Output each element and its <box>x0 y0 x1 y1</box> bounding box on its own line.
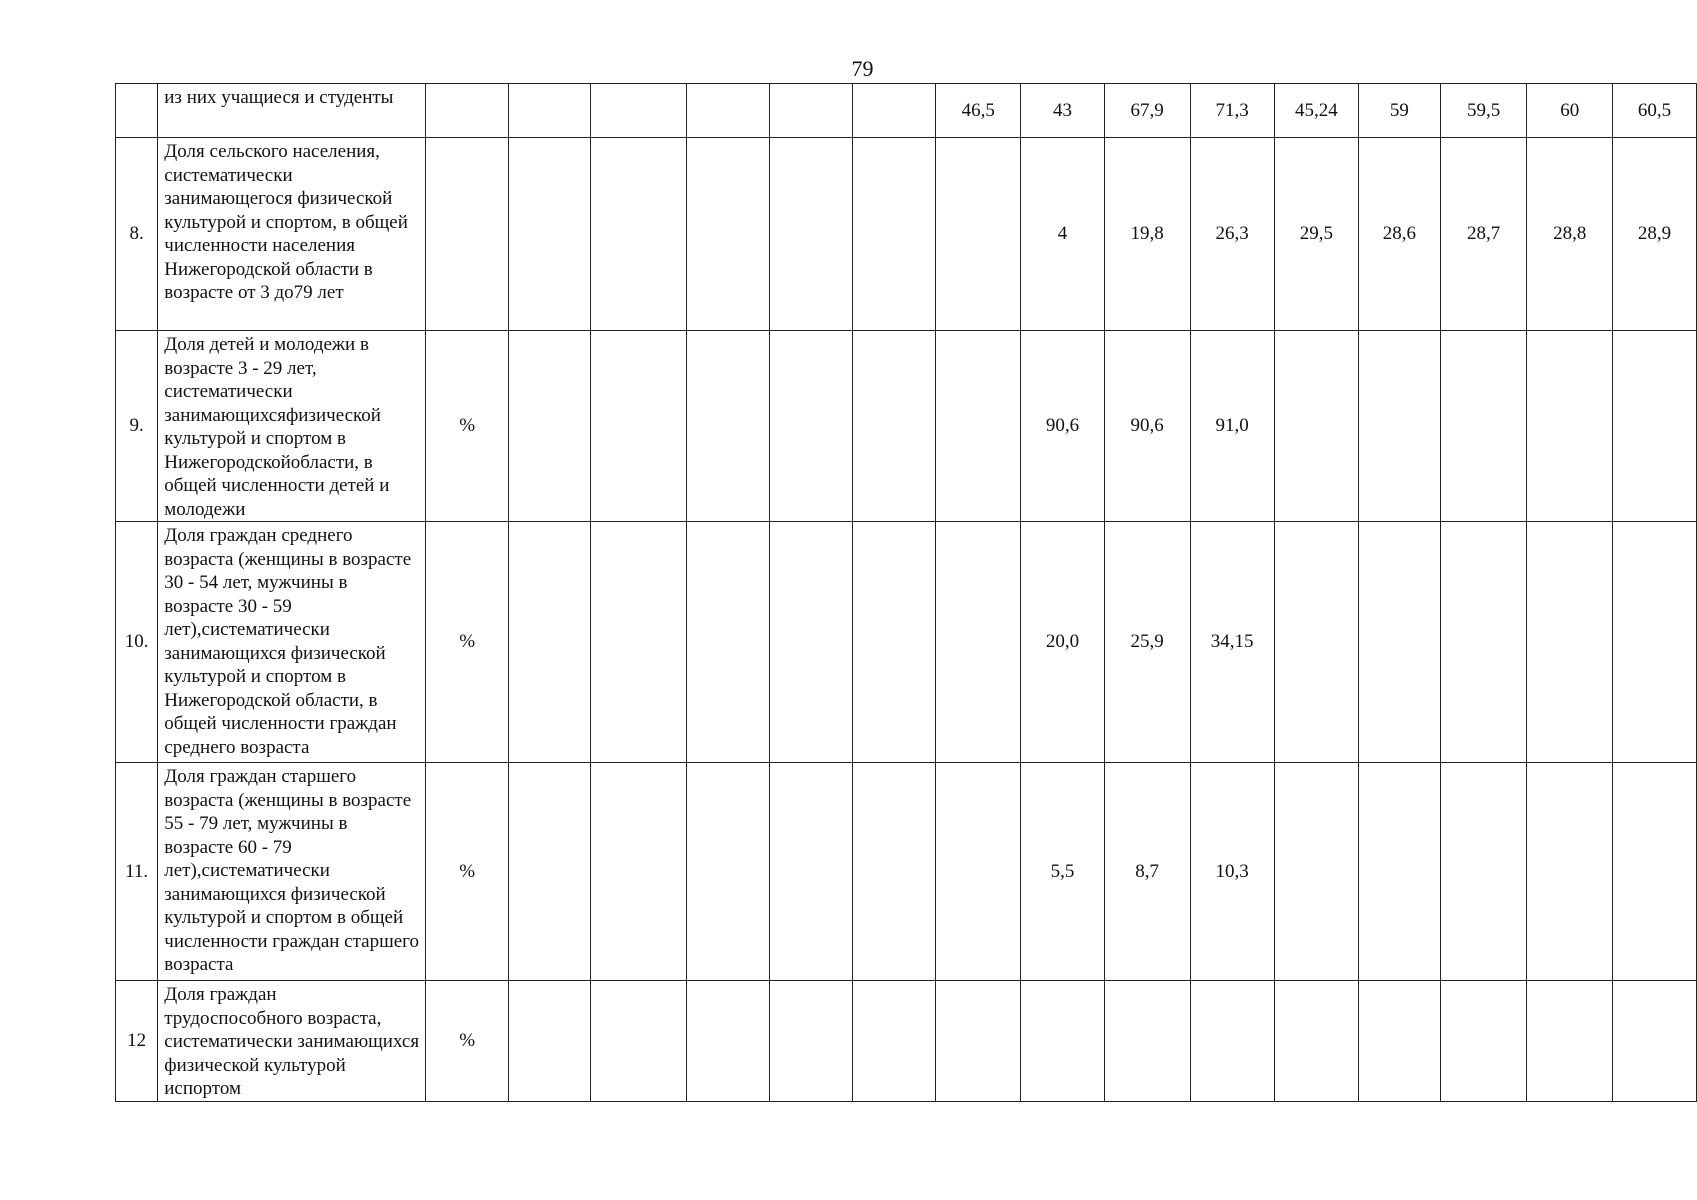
value-cell: 34,15 <box>1190 522 1274 763</box>
value-cell: 90,6 <box>1104 331 1190 522</box>
indicator-name-cell: Доля детей и молодежи в возрасте 3 - 29 лет, систематически занимающихсяфизической культурой и спортом в Нижегородскойобласти, в общей численности детей и молодежи <box>158 331 426 522</box>
value-cell <box>1274 763 1358 981</box>
indicators-table <box>115 83 1697 1102</box>
value-cell <box>1613 331 1697 522</box>
table-row <box>116 331 1697 522</box>
value-cell: 20,0 <box>1021 522 1105 763</box>
value-cell <box>1358 981 1440 1102</box>
value-cell <box>687 138 770 331</box>
value-cell <box>1527 763 1613 981</box>
row-number-cell: 10. <box>116 522 158 763</box>
value-cell <box>770 522 853 763</box>
value-cell: 5,5 <box>1021 763 1105 981</box>
indicator-name-cell: Доля сельского населения, систематически занимающегося физической культурой и спортом, в общей численности населения Нижегородской области в возрасте от 3 до79 лет <box>158 138 426 331</box>
value-cell <box>1527 331 1613 522</box>
value-cell <box>509 331 591 522</box>
value-cell <box>509 763 591 981</box>
value-cell: 67,9 <box>1104 84 1190 138</box>
value-cell <box>936 522 1021 763</box>
value-cell <box>591 138 687 331</box>
value-cell <box>936 981 1021 1102</box>
value-cell <box>1021 981 1105 1102</box>
value-cell <box>936 331 1021 522</box>
value-cell <box>1440 763 1527 981</box>
value-cell <box>591 84 687 138</box>
value-cell <box>1613 522 1697 763</box>
value-cell <box>1527 981 1613 1102</box>
value-cell <box>687 981 770 1102</box>
value-cell <box>853 84 936 138</box>
value-cell: 29,5 <box>1274 138 1358 331</box>
value-cell: 59,5 <box>1440 84 1527 138</box>
table-row <box>116 522 1697 763</box>
value-cell: 4 <box>1021 138 1105 331</box>
value-cell <box>509 981 591 1102</box>
value-cell: 59 <box>1358 84 1440 138</box>
value-cell: 46,5 <box>936 84 1021 138</box>
value-cell <box>770 981 853 1102</box>
value-cell: 28,8 <box>1527 138 1613 331</box>
indicator-name-cell: Доля граждан трудоспособного возраста, систематически занимающихся физической культурой испортом <box>158 981 426 1102</box>
table-row <box>116 763 1697 981</box>
value-cell <box>509 84 591 138</box>
value-cell: 90,6 <box>1021 331 1105 522</box>
unit-cell: % <box>426 981 509 1102</box>
value-cell <box>936 138 1021 331</box>
value-cell: 60,5 <box>1613 84 1697 138</box>
value-cell: 71,3 <box>1190 84 1274 138</box>
unit-cell: % <box>426 331 509 522</box>
value-cell <box>509 138 591 331</box>
value-cell <box>853 331 936 522</box>
value-cell <box>936 763 1021 981</box>
value-cell: 60 <box>1527 84 1613 138</box>
value-cell: 19,8 <box>1104 138 1190 331</box>
value-cell <box>591 522 687 763</box>
value-cell: 10,3 <box>1190 763 1274 981</box>
value-cell <box>1274 981 1358 1102</box>
value-cell <box>687 84 770 138</box>
value-cell <box>853 763 936 981</box>
indicator-name-cell: из них учащиеся и студенты <box>158 84 426 138</box>
value-cell: 91,0 <box>1190 331 1274 522</box>
value-cell <box>1104 981 1190 1102</box>
value-cell <box>687 522 770 763</box>
value-cell <box>770 763 853 981</box>
unit-cell <box>426 84 509 138</box>
value-cell <box>1274 522 1358 763</box>
value-cell <box>591 331 687 522</box>
value-cell <box>770 84 853 138</box>
indicator-name-cell: Доля граждан среднего возраста (женщины в возрасте 30 - 54 лет, мужчины в возрасте 30 - 59 лет),систематически занимающихся физической культурой и спортом в Нижегородской области, в общей численности граждан среднего возраста <box>158 522 426 763</box>
table-row <box>116 84 1697 138</box>
indicator-name-cell: Доля граждан старшего возраста (женщины в возрасте 55 - 79 лет, мужчины в возрасте 60 - 79 лет),систематически занимающихся физической культурой и спортом в общей численности граждан старшего возраста <box>158 763 426 981</box>
value-cell <box>1613 981 1697 1102</box>
value-cell: 43 <box>1021 84 1105 138</box>
value-cell <box>1190 981 1274 1102</box>
value-cell: 45,24 <box>1274 84 1358 138</box>
value-cell <box>687 331 770 522</box>
value-cell <box>591 981 687 1102</box>
value-cell <box>1358 331 1440 522</box>
value-cell <box>1274 331 1358 522</box>
value-cell <box>591 763 687 981</box>
unit-cell: % <box>426 522 509 763</box>
value-cell: 28,7 <box>1440 138 1527 331</box>
value-cell <box>1440 331 1527 522</box>
value-cell: 26,3 <box>1190 138 1274 331</box>
value-cell <box>853 981 936 1102</box>
value-cell <box>853 522 936 763</box>
table-row <box>116 981 1697 1102</box>
value-cell <box>1440 981 1527 1102</box>
unit-cell <box>426 138 509 331</box>
value-cell <box>1358 522 1440 763</box>
value-cell <box>509 522 591 763</box>
value-cell: 8,7 <box>1104 763 1190 981</box>
row-number-cell <box>116 84 158 138</box>
value-cell: 28,6 <box>1358 138 1440 331</box>
row-number-cell: 12 <box>116 981 158 1102</box>
value-cell <box>853 138 936 331</box>
table-row <box>116 138 1697 331</box>
row-number-cell: 8. <box>116 138 158 331</box>
value-cell <box>1613 763 1697 981</box>
row-number-cell: 9. <box>116 331 158 522</box>
page-number: 79 <box>851 56 874 81</box>
value-cell <box>770 138 853 331</box>
value-cell: 25,9 <box>1104 522 1190 763</box>
value-cell <box>1358 763 1440 981</box>
unit-cell: % <box>426 763 509 981</box>
value-cell <box>1440 522 1527 763</box>
value-cell: 28,9 <box>1613 138 1697 331</box>
row-number-cell: 11. <box>116 763 158 981</box>
value-cell <box>687 763 770 981</box>
value-cell <box>770 331 853 522</box>
value-cell <box>1527 522 1613 763</box>
